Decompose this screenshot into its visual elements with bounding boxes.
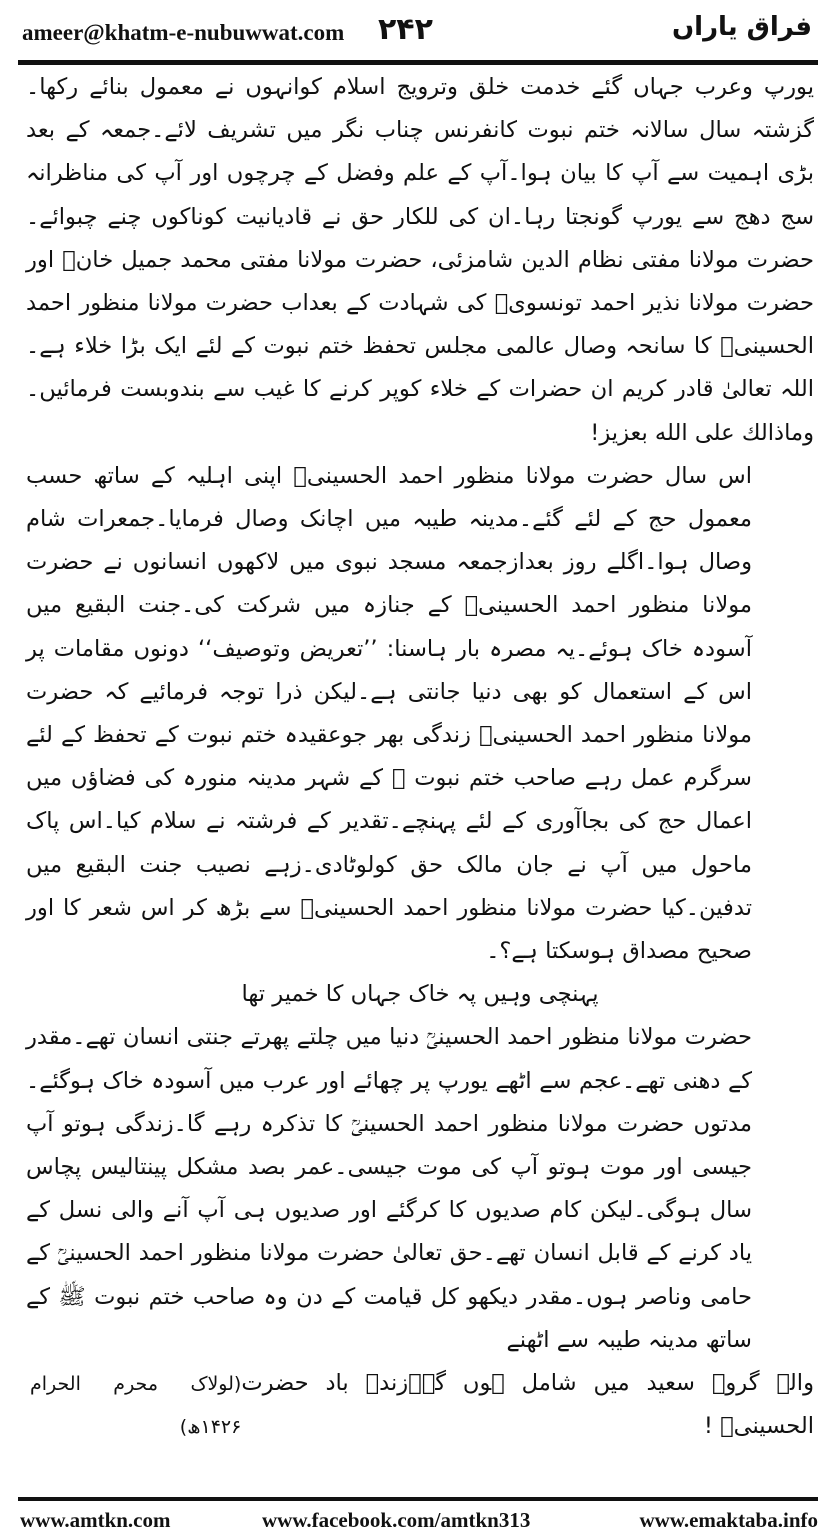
- footer-link-amtkn[interactable]: www.amtkn.com: [20, 1508, 171, 1532]
- paragraph-3-end: والے گروہ سعید میں شامل ہوں گے۔زندہ باد حضرت الحسینیؒ !: [241, 1370, 814, 1440]
- closing-line: [26, 1362, 814, 1449]
- footer-link-facebook[interactable]: www.facebook.com/amtkn313: [262, 1508, 531, 1532]
- article-body: [26, 66, 814, 1490]
- verse: پہنچی وہیں پہ خاک جہاں کا خمیر تھا: [241, 981, 599, 1008]
- footer-link-emaktaba[interactable]: www.emaktaba.info: [639, 1508, 818, 1532]
- page-header: [0, 0, 840, 66]
- page-footer: [0, 1508, 840, 1538]
- header-email: ameer@khatm-e-nubuwwat.com: [22, 20, 345, 45]
- paragraph-3: حضرت مولانا منظور احمد الحسینیؒ دنیا میں چلتے پھرتے جنتی انسان تھے۔مقدر کے دھنی تھے۔عجم سے اٹھے یورپ پر چھائے اور عرب میں آسودہ خاک ہوگئے۔مدتوں حضرت مولانا منظور احمد الحسینیؒ کا تذکرہ رہے گا۔زندگی ہوتو آپ جیسی اور موت ہوتو آپ کی موت جیسی۔عمر بصد مشکل پینتالیس پچاس سال ہوگی۔لیکن کام صدیوں کا کرگئے اور صدیوں ہی آپ آنے والی نسل کے یاد کرنے کے قابل انسان تھے۔حق تعالیٰ حضرت مولانا منظور احمد الحسینیؒ کے حامی وناصر ہوں۔مقدر دیکھو کل قیامت کے دن وہ صاحب ختم نبوت ﷺ کے ساتھ مدینہ طیبہ سے اٹھنے: [26, 1024, 752, 1353]
- source-reference: (لولاک محرم الحرام ۱۴۲۶ھ): [30, 1373, 242, 1439]
- header-rule: [18, 60, 818, 65]
- page-number: ۲۴۲: [378, 12, 433, 47]
- footer-rule: [18, 1497, 818, 1501]
- paragraph-1: یورپ وعرب جہاں گئے خدمت خلق وترویج اسلام کوانہوں نے معمول بنائے رکھا۔گزشتہ سال سالانہ ختم نبوت کانفرنس چناب نگر میں تشریف لائے۔جمعہ کے بعد بڑی اہمیت سے آپ کا بیان ہوا۔آپ کے علم وفضل کے چرچوں اور آپ کی مناظرانہ سج دھج سے یورپ گونجتا رہا۔ان کی للکار حق نے قادیانیت کوناکوں چنے چبوائے۔حضرت مولانا مفتی نظام الدین شامزئی، حضرت مولانا مفتی محمد جمیل خانؒ اور حضرت مولانا نذیر احمد تونسویؒ کی شہادت کے بعداب حضرت مولانا منظور احمد الحسینیؒ کا سانحہ وصال عالمی مجلس تحفظ ختم نبوت کے لئے ایک بڑا خلاء ہے۔اللہ تعالیٰ قادر کریم ان حضرات کے خلاء کوپر کرنے کا غیب سے بندوبست فرمائیں۔وماذالك على الله بعزيز!: [26, 74, 814, 446]
- paragraph-2: اس سال حضرت مولانا منظور احمد الحسینیؒ اپنی اہلیہ کے ساتھ حسب معمول حج کے لئے گئے۔مدینہ طیبہ میں اچانک وصال فرمایا۔جمعرات شام وصال ہوا۔اگلے روز بعدازجمعہ مسجد نبوی میں لاکھوں انسانوں نے حضرت مولانا منظور احمد الحسینیؒ کے جنازہ میں شرکت کی۔جنت البقیع میں آسودہ خاک ہوئے۔یہ مصرہ بار ہاسنا: ’’تعریض وتوصیف‘‘ دونوں مقامات پر اس کے استعمال کو بھی دنیا جانتی ہے۔لیکن ذرا توجہ فرمائیے کہ حضرت مولانا منظور احمد الحسینیؒ زندگی بھر جوعقیدہ ختم نبوت کے تحفظ کے لئے سرگرم عمل رہے صاحب ختم نبوت ﷺ کے شہر مدینہ منورہ کی فضاؤں میں اعمال حج کی بجاآوری کے لئے پہنچے۔تقدیر کے فرشتہ نے سلام کیا۔اس پاک ماحول میں آپ نے جان مالک حق کولوٹادی۔زہے نصیب جنت البقیع میں تدفین۔کیا حضرت مولانا منظور احمد الحسینیؒ سے بڑھ کر اس شعر کا اور صحیح مصداق ہوسکتا ہے؟۔: [26, 462, 752, 965]
- book-title: فراق یاراں: [671, 12, 812, 42]
